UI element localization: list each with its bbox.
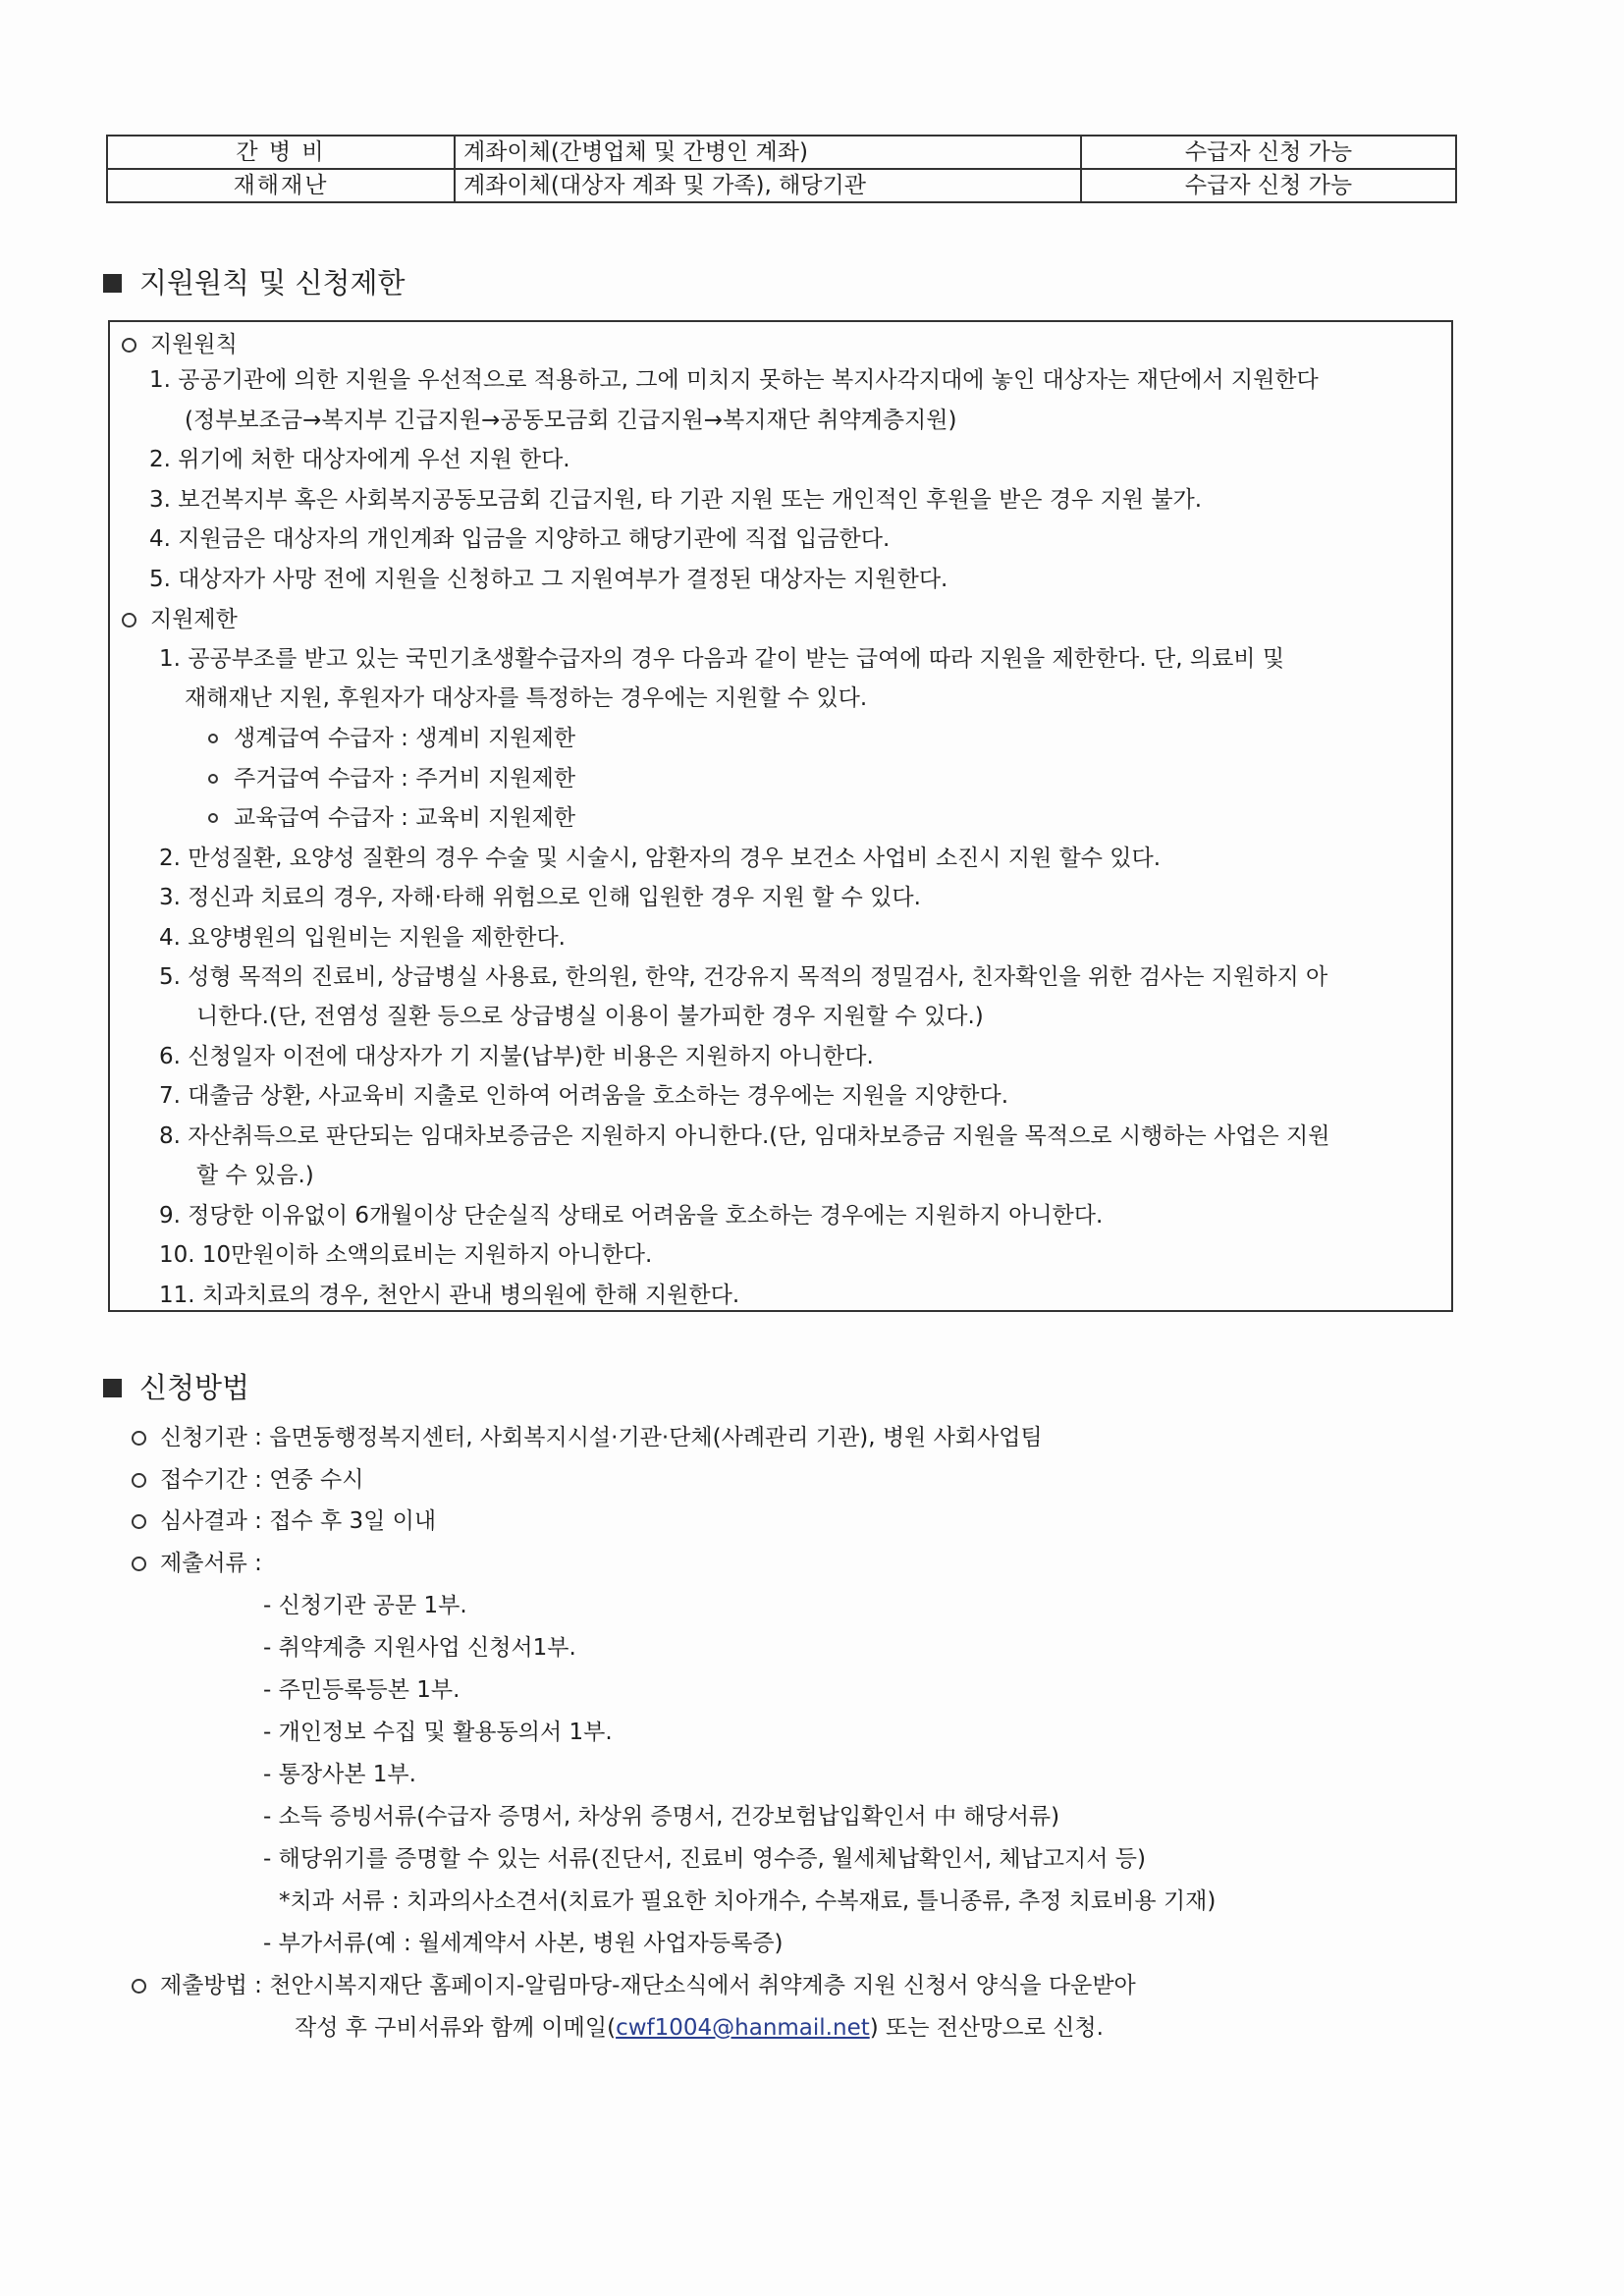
submission-method — [132, 1969, 1136, 2002]
list-item: 10. 10만원이하 소액의료비는 지원하지 아니한다. — [159, 1242, 653, 1268]
table-cell-method: 계좌이체(대상자 계좌 및 가족), 해당기관 — [455, 169, 1081, 202]
dental-document-note: *치과 서류 : 치과의사소견서(치료가 필요한 치아개수, 수복재료, 틀니종류, 추정 치료비용 기재) — [279, 1888, 1217, 1914]
list-item: 2. 만성질환, 요양성 질환의 경우 수술 및 시술시, 암환자의 경우 보건소 사업비 소진시 지원 할수 있다. — [159, 846, 1162, 871]
document-item: - 신청기관 공문 1부. — [263, 1593, 467, 1618]
method-text-pre: 작성 후 구비서류와 함께 이메일( — [295, 2015, 617, 2041]
heading-text: 지원제한 — [150, 607, 238, 632]
small-circle-bullet-icon — [208, 734, 218, 743]
list-item: 니한다.(단, 전염성 질환 등으로 상급병실 이용이 불가피한 경우 지원할 수 있다.) — [196, 1004, 984, 1029]
list-item: 재해재난 지원, 후원자가 대상자를 특정하는 경우에는 지원할 수 있다. — [185, 685, 868, 711]
table-row — [107, 136, 1456, 169]
document-item: - 소득 증빙서류(수급자 증명서, 차상위 증명서, 건강보험납입확인서 中 해당서류) — [263, 1804, 1060, 1830]
list-item: 1. 공공기관에 의한 지원을 우선적으로 적용하고, 그에 미치지 못하는 복지사각지대에 놓인 대상자는 재단에서 지원한다 — [149, 367, 1319, 393]
list-item: 1. 공공부조를 받고 있는 국민기초생활수급자의 경우 다음과 같이 받는 급여에 따라 지원을 제한한다. 단, 의료비 및 — [159, 646, 1285, 672]
list-item: 5. 성형 목적의 진료비, 상급병실 사용료, 한의원, 한약, 건강유지 목적의 정밀검사, 친자확인을 위한 검사는 지원하지 아 — [159, 964, 1328, 990]
docs-heading-text: 제출서류 : — [160, 1551, 262, 1576]
payment-method-table — [106, 135, 1457, 203]
square-bullet-icon — [103, 274, 122, 293]
limits-heading — [122, 603, 238, 636]
list-item: 7. 대출금 상환, 사교육비 지출로 인하여 어려움을 호소하는 경우에는 지원을 지양한다. — [159, 1083, 1009, 1109]
list-item: 9. 정당한 이유없이 6개월이상 단순실직 상태로 어려움을 호소하는 경우에는 지원하지 아니한다. — [159, 1203, 1104, 1229]
agency-text: 신청기관 : 읍면동행정복지센터, 사회복지시설·기관·단체(사례관리 기관), 병원 사회사업팀 — [160, 1425, 1043, 1450]
documents-heading — [132, 1547, 262, 1580]
sub-item-text: 주거급여 수급자 : 주거비 지원제한 — [234, 766, 576, 792]
circle-bullet-icon — [132, 1473, 146, 1488]
document-item: - 부가서류(예 : 월세계약서 사본, 병원 사업자등록증) — [263, 1931, 784, 1956]
small-circle-bullet-icon — [208, 774, 218, 784]
list-item: 4. 지원금은 대상자의 개인계좌 입금을 지양하고 해당기관에 직접 입금한다. — [149, 526, 891, 552]
list-item: 6. 신청일자 이전에 대상자가 기 지불(납부)한 비용은 지원하지 아니한다. — [159, 1044, 874, 1069]
sub-item-text: 교육급여 수급자 : 교육비 지원제한 — [234, 805, 576, 831]
email-link[interactable]: cwf1004@hanmail.net — [616, 2015, 870, 2041]
small-circle-bullet-icon — [208, 813, 218, 823]
document-item: - 개인정보 수집 및 활용동의서 1부. — [263, 1720, 613, 1745]
table-cell-method: 계좌이체(간병업체 및 간병인 계좌) — [455, 136, 1081, 169]
list-item: 2. 위기에 처한 대상자에게 우선 지원 한다. — [149, 447, 570, 472]
circle-bullet-icon — [132, 1979, 146, 1994]
sub-list-item — [208, 722, 575, 755]
principles-heading — [122, 328, 238, 361]
square-bullet-icon — [103, 1379, 122, 1397]
submission-method-line2 — [295, 2011, 1104, 2045]
review-result — [132, 1504, 436, 1538]
review-text: 심사결과 : 접수 후 3일 이내 — [160, 1508, 437, 1534]
circle-bullet-icon — [122, 338, 136, 353]
circle-bullet-icon — [122, 613, 136, 628]
sub-list-item — [208, 762, 575, 795]
heading-text: 지원원칙 — [150, 332, 238, 357]
table-cell-item: 재해재난 — [107, 169, 455, 202]
section-title: 지원원칙 및 신청제한 — [139, 266, 406, 300]
list-item: 할 수 있음.) — [196, 1163, 314, 1188]
table-cell-item: 간 병 비 — [107, 136, 455, 169]
table-cell-note: 수급자 신청 가능 — [1081, 136, 1456, 169]
document-item: - 해당위기를 증명할 수 있는 서류(진단서, 진료비 영수증, 월세체납확인서, 체납고지서 등) — [263, 1846, 1146, 1872]
list-item: (정부보조금→복지부 긴급지원→공동모금회 긴급지원→복지재단 취약계층지원) — [185, 408, 957, 433]
section-heading-principles — [103, 263, 406, 302]
sub-list-item — [208, 801, 575, 835]
circle-bullet-icon — [132, 1431, 146, 1446]
method-text-post: ) 또는 전산망으로 신청. — [869, 2015, 1104, 2041]
section-heading-application — [103, 1368, 249, 1407]
document-item: - 주민등록등본 1부. — [263, 1677, 460, 1703]
table-row — [107, 169, 1456, 202]
list-item: 4. 요양병원의 입원비는 지원을 제한한다. — [159, 925, 566, 951]
list-item: 5. 대상자가 사망 전에 지원을 신청하고 그 지원여부가 결정된 대상자는 지원한다. — [149, 567, 948, 592]
document-item: - 통장사본 1부. — [263, 1762, 416, 1787]
period-text: 접수기간 : 연중 수시 — [160, 1467, 364, 1493]
list-item: 3. 보건복지부 혹은 사회복지공동모금회 긴급지원, 타 기관 지원 또는 개인적인 후원을 받은 경우 지원 불가. — [149, 487, 1203, 513]
list-item: 3. 정신과 치료의 경우, 자해·타해 위험으로 인해 입원한 경우 지원 할 수 있다. — [159, 885, 921, 910]
application-agency — [132, 1421, 1043, 1454]
circle-bullet-icon — [132, 1514, 146, 1529]
sub-item-text: 생계급여 수급자 : 생계비 지원제한 — [234, 726, 576, 751]
method-text: 제출방법 : 천안시복지재단 홈페이지-알림마당-재단소식에서 취약계층 지원 신청서 양식을 다운받아 — [160, 1973, 1136, 1998]
list-item: 8. 자산취득으로 판단되는 임대차보증금은 지원하지 아니한다.(단, 임대차보증금 지원을 목적으로 시행하는 사업은 지원 — [159, 1123, 1330, 1149]
circle-bullet-icon — [132, 1557, 146, 1571]
table-cell-note: 수급자 신청 가능 — [1081, 169, 1456, 202]
application-period — [132, 1463, 363, 1497]
section-title: 신청방법 — [139, 1371, 250, 1404]
list-item: 11. 치과치료의 경우, 천안시 관내 병의원에 한해 지원한다. — [159, 1283, 740, 1308]
document-item: - 취약계층 지원사업 신청서1부. — [263, 1635, 576, 1661]
